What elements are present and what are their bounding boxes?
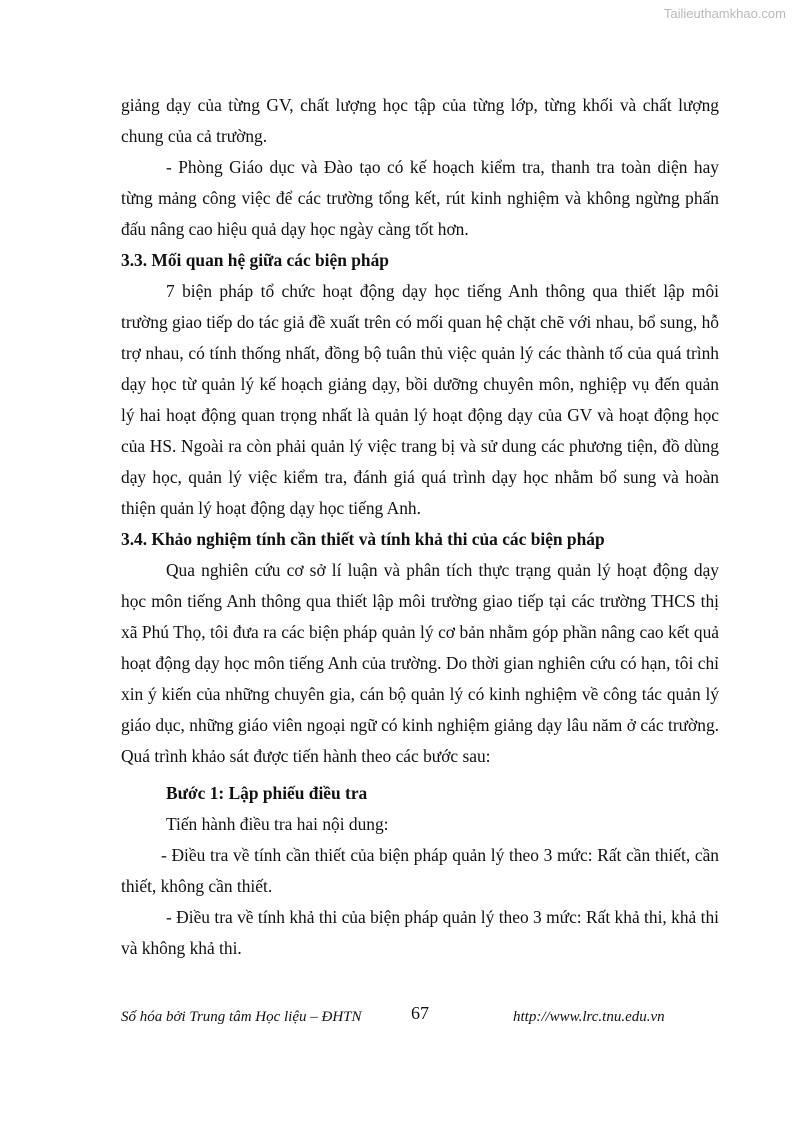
watermark-text: Tailieuthamkhao.com <box>663 6 786 21</box>
paragraph-relationship: 7 biện pháp tổ chức hoạt động dạy học tiếng Anh thông qua thiết lập môi trường giao tiếp do tác giả đề xuất trên có mối quan hệ chặt chẽ với nhau, bổ sung, hỗ trợ nhau, có tính thống nhất, đồng bộ tuân thủ việc quản lý các thành tố của quá trình dạy học từ quản lý kế hoạch giảng dạy, bồi dưỡng chuyên môn, nghiệp vụ đến quản lý hai hoạt động quan trọng nhất là quản lý hoạt động dạy của GV và hoạt động học của HS. Ngoài ra còn phải quản lý việc trang bị và sử dung các phương tiện, đồ dùng dạy học, quản lý việc kiểm tra, đánh giá quá trình dạy học nhằm bổ sung và hoàn thiện quản lý hoạt động dạy học tiếng Anh. <box>121 281 719 518</box>
paragraph-survey-content: Tiến hành điều tra hai nội dung: <box>166 814 389 834</box>
paragraph-bullet-feasibility: - Điều tra về tính khả thi của biện pháp quản lý theo 3 mức: Rất khả thi, khả thi và không khả thi. <box>121 907 719 958</box>
paragraph-survey-intro: Qua nghiên cứu cơ sở lí luận và phân tích thực trạng quản lý hoạt động dạy học môn tiếng Anh thông qua thiết lập môi trường giao tiếp tại các trường THCS thị xã Phú Thọ, tôi đưa ra các biện pháp quản lý cơ bản nhằm góp phần nâng cao kết quả hoạt động dạy học môn tiếng Anh của trường. Do thời gian nghiên cứu có hạn, tôi chỉ xin ý kiến của những chuyên gia, cán bộ quản lý có kinh nghiệm về công tác quản lý giáo dục, những giáo viên ngoại ngữ có kinh nghiệm giảng dạy lâu năm ở các trường. Quá trình khảo sát được tiến hành theo các bước sau: <box>121 560 719 766</box>
footer-source: Số hóa bởi Trung tâm Học liệu – ĐHTN <box>121 1009 362 1025</box>
footer-url: http://www.lrc.tnu.edu.vn <box>513 1009 665 1025</box>
paragraph-bullet-inspection: - Phòng Giáo dục và Đào tạo có kế hoạch kiểm tra, thanh tra toàn diện hay từng mảng công việc để các trường tổng kết, rút kinh nghiệm và không ngừng phấn đấu nâng cao hiệu quả dạy học ngày càng tốt hơn. <box>121 157 719 239</box>
step-heading-1: Bước 1: Lập phiếu điều tra <box>166 783 368 803</box>
paragraph-bullet-necessity: - Điều tra về tính cần thiết của biện pháp quản lý theo 3 mức: Rất cần thiết, cần thiết, không cần thiết. <box>121 845 719 896</box>
page-number: 67 <box>411 1003 429 1023</box>
document-body <box>121 90 719 964</box>
paragraph-continuation: giảng dạy của từng GV, chất lượng học tập của từng lớp, từng khối và chất lượng chung của cả trường. <box>121 95 719 146</box>
page-footer <box>121 1003 721 1033</box>
section-heading-3-4: 3.4. Khảo nghiệm tính cần thiết và tính khả thi của các biện pháp <box>121 529 605 549</box>
section-heading-3-3: 3.3. Mối quan hệ giữa các biện pháp <box>121 250 389 270</box>
